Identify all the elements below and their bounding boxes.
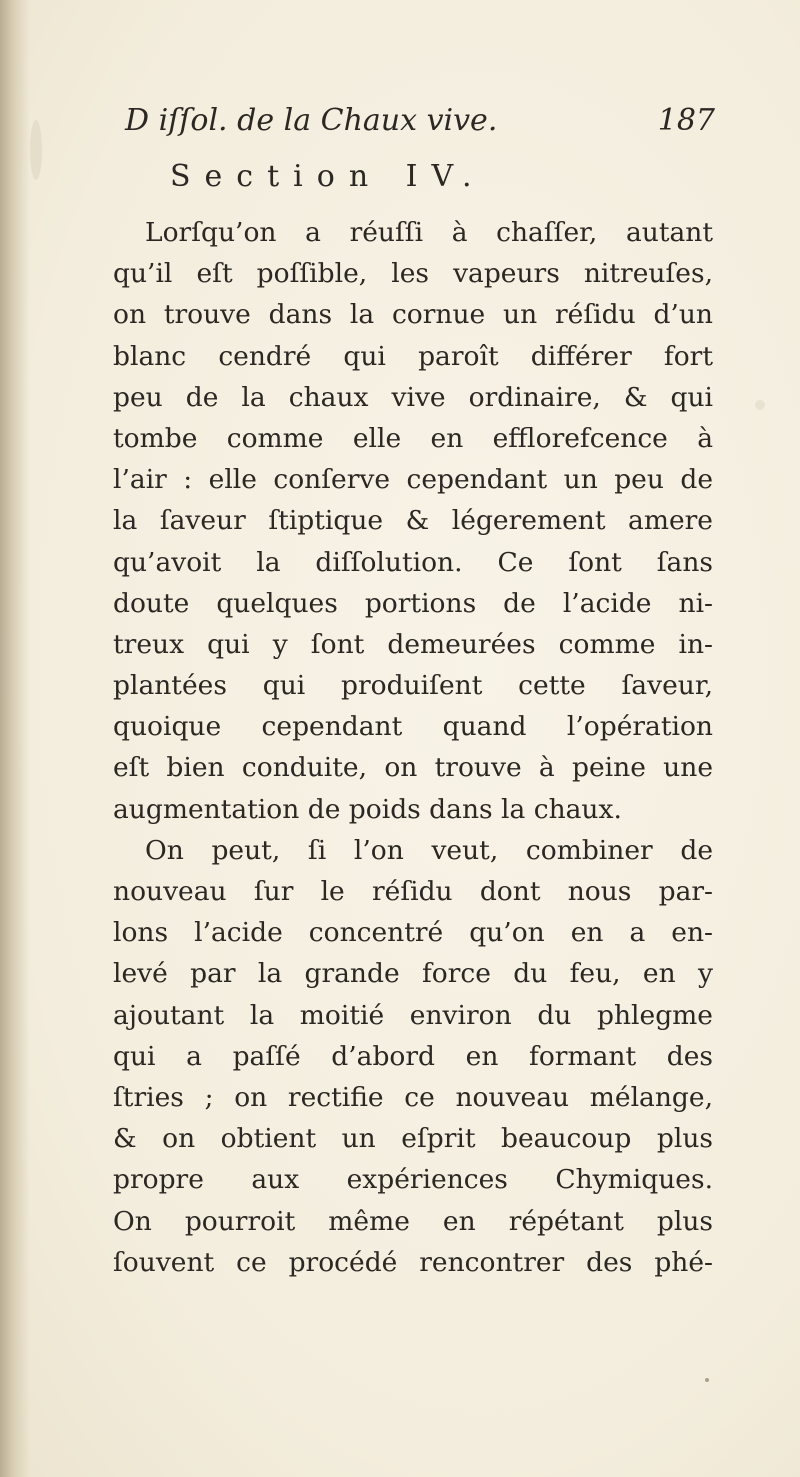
text-line: quoique cependant quand l’opération xyxy=(113,711,713,743)
text-line: On peut, ſi l’on veut, combiner de xyxy=(145,834,713,866)
text-line: tombe comme elle en efflorefcence à xyxy=(113,422,713,454)
text-line: levé par la grande force du feu, en y xyxy=(113,958,713,990)
text-line: ſtries ; on rectifie ce nouveau mélange, xyxy=(113,1081,713,1113)
text-line: Lorſqu’on a réuſſi à chaſſer, autant xyxy=(145,217,713,248)
text-line: qu’avoit la diſſolution. Ce ſont ſans xyxy=(113,546,713,578)
text-line: peu de la chaux vive ordinaire, & qui xyxy=(113,381,713,413)
body-text xyxy=(113,212,713,1283)
text-line: eſt bien conduite, on trouve à peine une xyxy=(113,752,713,784)
text-line: on trouve dans la cornue un réſidu d’un xyxy=(113,299,713,331)
ink-speck xyxy=(705,1378,709,1382)
running-head-title: D iſſol. de la Chaux vive. xyxy=(125,103,498,138)
text-line: propre aux expériences Chymiques. xyxy=(113,1164,713,1196)
text-line: l’air : elle conſerve cependant un peu de xyxy=(113,464,713,496)
text-line: augmentation de poids dans la chaux. xyxy=(113,793,622,825)
text-line: On pourroit même en répétant plus xyxy=(113,1205,713,1237)
page-gutter-shadow xyxy=(0,0,30,1477)
text-line: ſouvent ce procédé rencontrer des phé- xyxy=(113,1246,713,1278)
paper-stain xyxy=(755,400,765,410)
text-line: doute quelques portions de l’acide ni- xyxy=(113,587,713,619)
paper-stain xyxy=(30,120,42,180)
text-line: lons l’acide concentré qu’on en a en- xyxy=(113,917,713,949)
text-line: plantées qui produiſent cette ſaveur, xyxy=(113,670,713,702)
text-line: & on obtient un eſprit beaucoup plus xyxy=(113,1123,713,1155)
text-line: qui a paſſé d’abord en formant des xyxy=(113,1040,713,1072)
page-number: 187 xyxy=(657,103,715,138)
running-head xyxy=(125,96,715,146)
text-line: ajoutant la moitié environ du phlegme xyxy=(113,999,713,1031)
text-line: nouveau ſur le réſidu dont nous par- xyxy=(113,876,713,907)
text-line: treux qui y ſont demeurées comme in- xyxy=(113,628,713,660)
text-line: qu’il eſt poſſible, les vapeurs nitreuſes, xyxy=(113,258,713,290)
text-line: blanc cendré qui paroît différer fort xyxy=(113,340,713,372)
section-title: Section IV. xyxy=(170,159,486,194)
text-line: la ſaveur ſtiptique & légerement amere xyxy=(113,505,713,537)
